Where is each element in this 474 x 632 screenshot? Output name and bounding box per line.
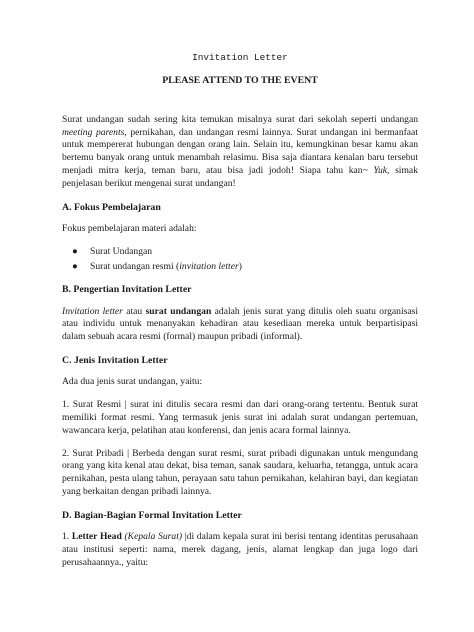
section-a-heading: A. Fokus Pembelajaran bbox=[62, 201, 161, 213]
focus-list bbox=[62, 246, 418, 274]
section-b-bold: surat undangan bbox=[145, 305, 212, 317]
intro-text-3: , simak penjelasan berikut mengenai surat undangan! bbox=[62, 165, 418, 189]
section-d-italic: (Kepala Surat) bbox=[124, 531, 183, 543]
list-item bbox=[72, 260, 418, 274]
section-c-item-2: 2. Surat Pribadi | Berbeda dengan surat resmi, surat pribadi digunakan untuk mengundang orang yang kita kenal atau dekat, bisa teman, sanak saudara, keluarha, tetangga, untuk acara pernikahan, pesta ulang tahun, perayaan satu tahun pernikahan, kelahiran bayi, dan kegiatan yang berkaitan dengan pribadi lainnya. bbox=[62, 447, 418, 498]
section-b-italic: Invitation letter bbox=[62, 305, 123, 317]
list-item-text: Surat Undangan bbox=[90, 245, 153, 257]
bullet-icon: ● bbox=[72, 245, 78, 257]
section-d-bold: Letter Head bbox=[71, 531, 122, 543]
intro-text-2: , pernikahan, dan undangan resmi lainnya. Surat undangan ini bermanfaat untuk mempererat hubungan dengan orang lain. Selain itu, kemungkinan besar kamu akan bertemu banyak orang untuk menambah relasimu. Bisa saja diantara kenalan baru tersebut menjadi mitra kerja, teman baru, atau bisa jadi jodoh! Siapa tahu kan~ bbox=[62, 126, 418, 177]
list-item-text: Surat undangan resmi ( bbox=[90, 260, 180, 272]
document-title: Invitation Letter bbox=[192, 52, 288, 63]
section-b-heading: B. Pengertian Invitation Letter bbox=[62, 284, 192, 296]
section-c-heading: C. Jenis Invitation Letter bbox=[62, 355, 168, 367]
intro-italic-2: Yuk bbox=[373, 165, 387, 177]
section-b-text-2: adalah jenis surat yang ditulis oleh suatu organisasi atau individu untuk menanyakan kehadiran atau kesediaan mereka untuk berpartisipasi dalam sebuah acara resmi (formal) maupun pribadi (informal). bbox=[62, 305, 418, 343]
document-subtitle: PLEASE ATTEND TO THE EVENT bbox=[162, 74, 318, 86]
bullet-icon: ● bbox=[72, 260, 78, 272]
section-b-paragraph bbox=[62, 306, 418, 345]
intro-paragraph bbox=[62, 114, 418, 191]
section-c-lead: Ada dua jenis surat undangan, yaitu: bbox=[62, 376, 203, 388]
intro-italic-1: meeting parents bbox=[62, 126, 125, 138]
intro-text-1: Surat undangan sudah sering kita temukan misalnya surat dari sekolah seperti undangan bbox=[62, 113, 418, 125]
section-d-heading: D. Bagian-Bagian Formal Invitation Letter bbox=[62, 509, 242, 521]
section-d-text: |di dalam kepala surat ini berisi tentang identitas perusahaan atau institusi seperti: nama, merek dagang, jenis, alamat lengkap dan juga logo dari perusahaannya., yaitu: bbox=[62, 531, 418, 568]
section-d-number: 1. bbox=[62, 531, 72, 543]
section-a-lead: Fokus pembelajaran materi adalah: bbox=[62, 222, 197, 234]
section-b-text-1: atau bbox=[122, 305, 146, 317]
section-d-paragraph bbox=[62, 531, 418, 570]
list-item-tail: ) bbox=[238, 260, 242, 272]
list-item-italic: invitation letter bbox=[179, 260, 239, 272]
list-item bbox=[72, 245, 418, 259]
section-c-item-1: 1. Surat Resmi | surat ini ditulis secara resmi dan dari orang-orang tertentu. Bentuk surat memiliki format resmi. Yang termasuk jenis surat ini adalah surat undangan pertemuan, wawancara kerja, pelatihan atau konferensi, dan jenis acara formal lainnya. bbox=[62, 399, 418, 436]
